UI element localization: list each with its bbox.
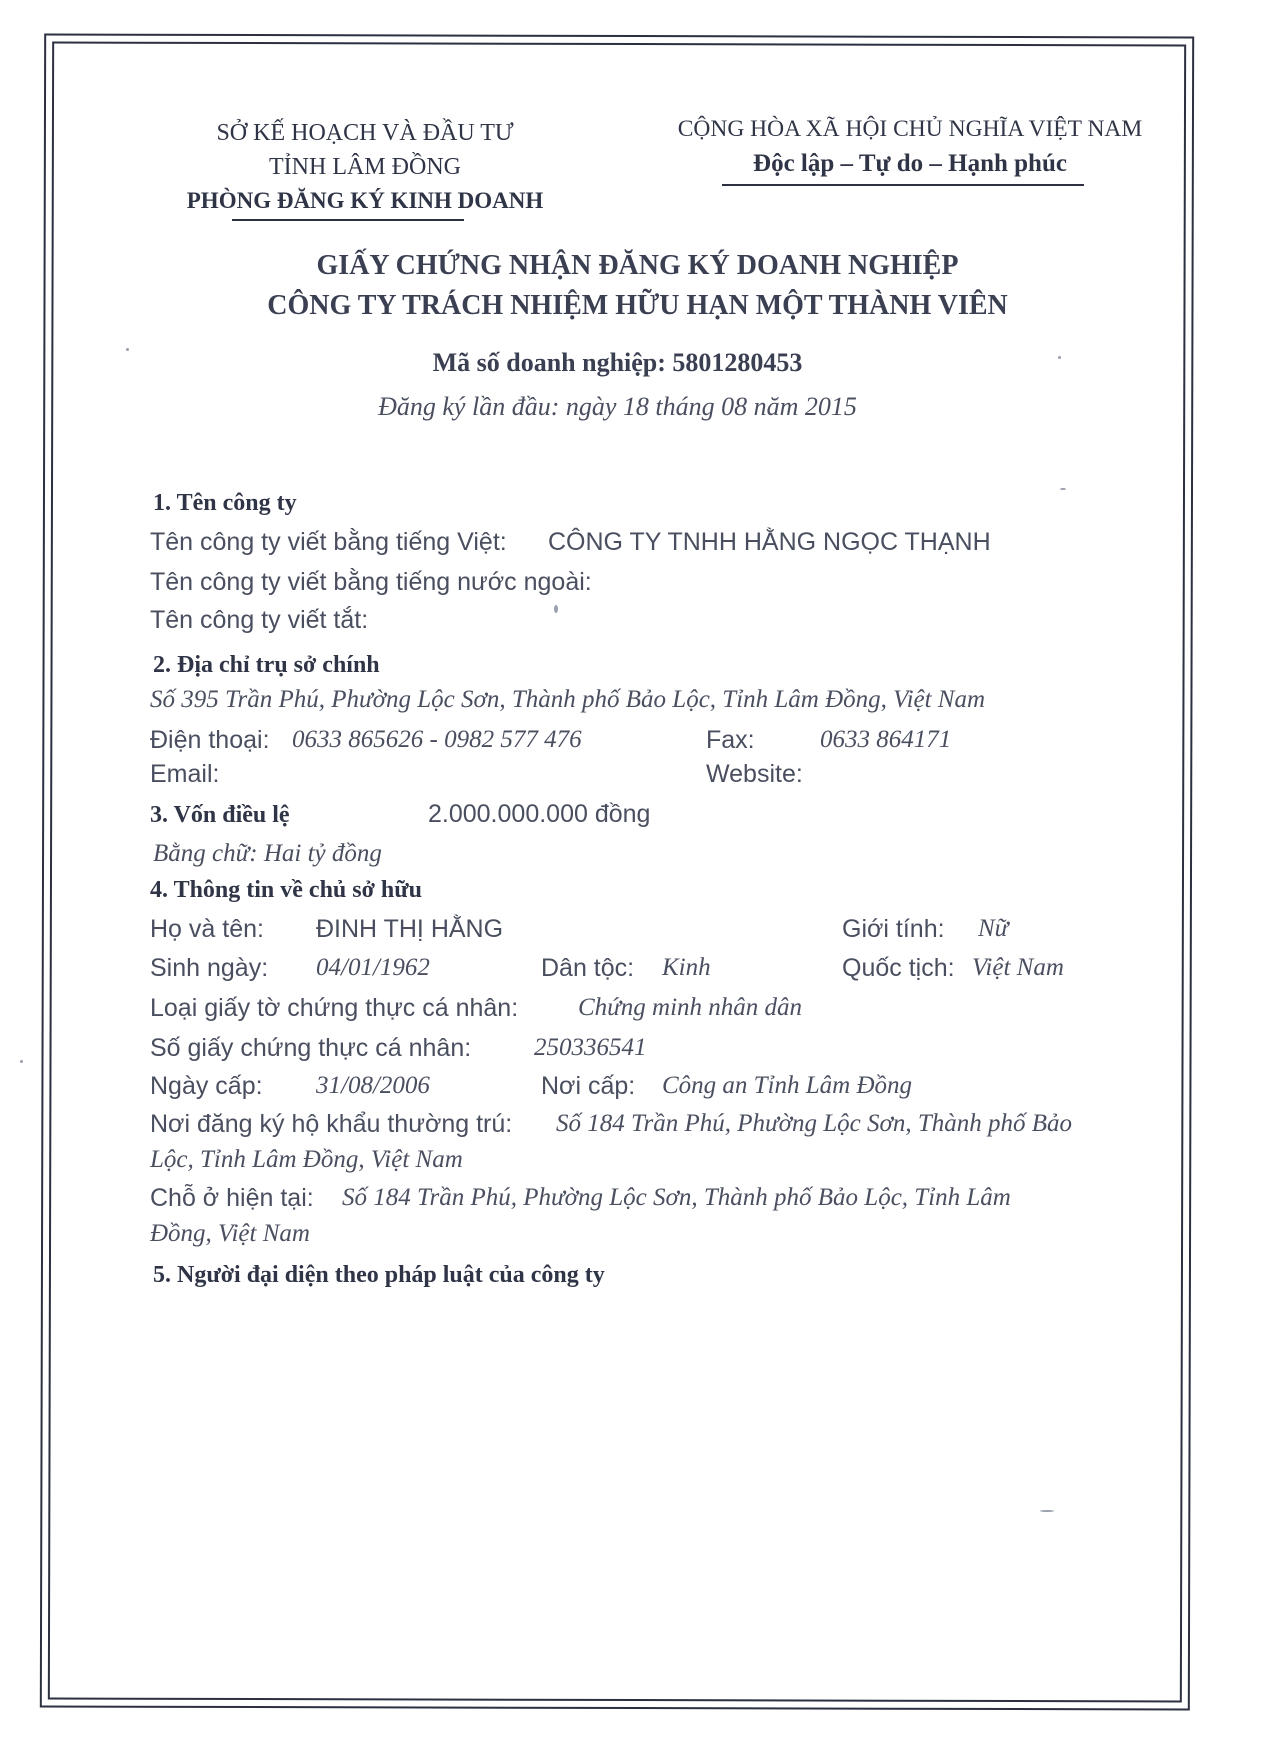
dob-label: Sinh ngày: [150,954,269,982]
company-type-title: CÔNG TY TRÁCH NHIỆM HỮU HẠN MỘT THÀNH VIÊN [267,290,1008,321]
issue-place-label: Nơi cấp: [541,1072,636,1100]
vn-name-label: Tên công ty viết bằng tiếng Việt: [150,528,507,556]
first-registration-date: Đăng ký lần đầu: ngày 18 tháng 08 năm 2015 [378,392,857,421]
nationality-value: Việt Nam [972,954,1064,981]
motto-underline [722,184,1084,186]
fax-value: 0633 864171 [820,726,952,753]
phone-value: 0633 865626 - 0982 577 476 [292,726,582,753]
country-name: CỘNG HÒA XÃ HỘI CHỦ NGHĨA VIỆT NAM [677,116,1143,142]
fax-label: Fax: [706,726,755,754]
section-3-heading: 3. Vốn điều lệ [150,802,290,828]
ethnicity-value: Kinh [662,954,711,981]
short-name-label: Tên công ty viết tắt: [150,606,369,634]
section-5-heading: 5. Người đại diện theo pháp luật của công ty [153,1262,605,1288]
residence-value-line-2: Lộc, Tỉnh Lâm Đồng, Việt Nam [150,1146,463,1173]
section-4-heading: 4. Thông tin về chủ sở hữu [150,877,423,903]
agency-line-1: SỞ KẾ HOẠCH VÀ ĐẦU TƯ [216,120,514,146]
scan-speck [1060,488,1066,490]
issue-date-value: 31/08/2006 [316,1072,430,1099]
gender-label: Giới tính: [842,915,945,943]
current-address-label: Chỗ ở hiện tại: [150,1184,314,1212]
issue-place-value: Công an Tỉnh Lâm Đồng [662,1072,913,1099]
agency-line-3: PHÒNG ĐĂNG KÝ KINH DOANH [186,188,544,213]
agency-underline [232,219,464,221]
nationality-label: Quốc tịch: [842,954,955,982]
gender-value: Nữ [978,915,1009,942]
scan-speck [554,605,558,613]
certificate-title: GIẤY CHỨNG NHẬN ĐĂNG KÝ DOANH NGHIỆP [316,250,959,281]
residence-value-line-1: Số 184 Trần Phú, Phường Lộc Sơn, Thành phố Bảo [556,1110,1073,1137]
head-office-address: Số 395 Trần Phú, Phường Lộc Sơn, Thành phố Bảo Lộc, Tỉnh Lâm Đồng, Việt Nam [150,686,986,713]
agency-line-2: TỈNH LÂM ĐỒNG [269,154,461,180]
vn-name-value: CÔNG TY TNHH HẰNG NGỌC THẠNH [548,528,991,556]
scan-speck [20,1060,23,1063]
document-border-outer [40,33,1194,1710]
capital-in-words: Bằng chữ: Hai tỷ đồng [153,840,382,867]
enterprise-code: Mã số doanh nghiệp: 5801280453 [432,348,803,377]
residence-label: Nơi đăng ký hộ khẩu thường trú: [150,1110,513,1138]
website-label: Website: [706,760,803,788]
current-address-line-1: Số 184 Trần Phú, Phường Lộc Sơn, Thành phố Bảo Lộc, Tỉnh Lâm [342,1184,1011,1211]
issue-date-label: Ngày cấp: [150,1072,263,1100]
id-number-label: Số giấy chứng thực cá nhân: [150,1034,472,1062]
id-type-label: Loại giấy tờ chứng thực cá nhân: [150,994,519,1022]
id-number-value: 250336541 [534,1034,647,1061]
email-label: Email: [150,760,220,788]
ethnicity-label: Dân tộc: [541,954,635,982]
current-address-line-2: Đồng, Việt Nam [150,1220,310,1247]
section-2-heading: 2. Địa chỉ trụ sở chính [153,652,380,678]
scan-speck [126,348,129,351]
scan-speck [1058,356,1061,359]
charter-capital: 2.000.000.000 đồng [428,800,651,828]
section-1-heading: 1. Tên công ty [153,490,297,516]
id-type-value: Chứng minh nhân dân [578,994,803,1021]
scan-speck [1040,1510,1054,1512]
foreign-name-label: Tên công ty viết bằng tiếng nước ngoài: [150,568,592,596]
owner-name-label: Họ và tên: [150,915,264,943]
owner-name-value: ĐINH THỊ HẰNG [316,915,504,943]
dob-value: 04/01/1962 [316,954,430,981]
phone-label: Điện thoại: [150,726,270,754]
national-motto: Độc lập – Tự do – Hạnh phúc [753,150,1067,177]
